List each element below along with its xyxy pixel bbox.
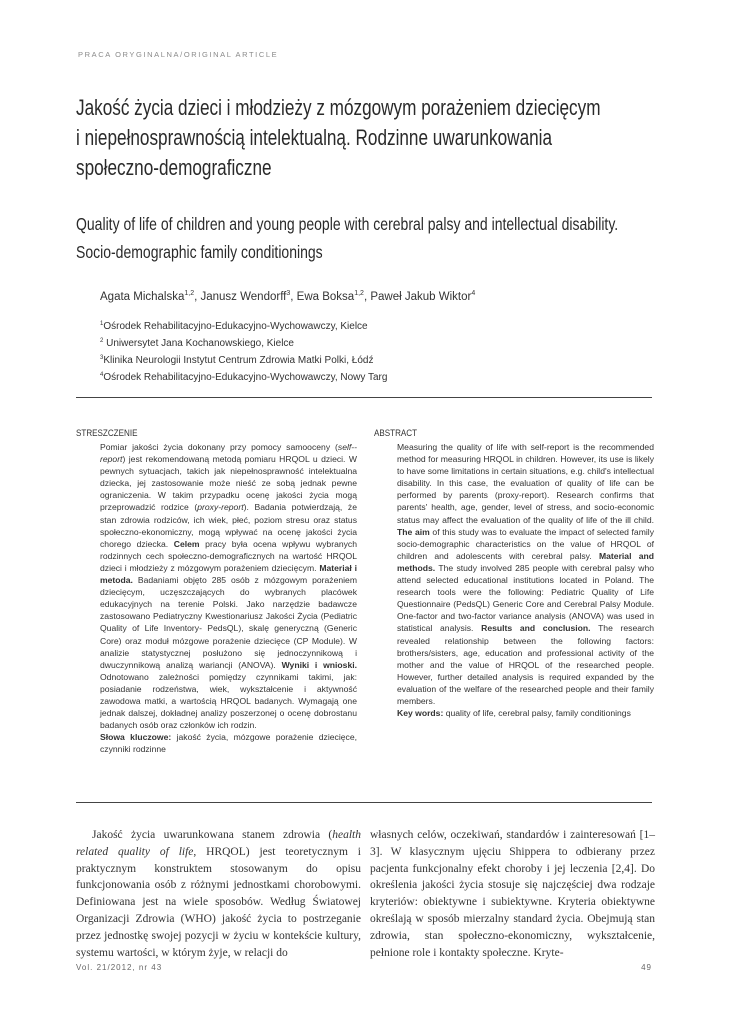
- abstract-english: [397, 441, 654, 719]
- title-english: [76, 210, 652, 266]
- body-paragraph: własnych celów, oczekiwań, standardów i zainteresowań [1–3]. W klasycznym ujęciu Shippera to odbierany przez pacjenta funkcjonalny efekt choroby i jej leczenia [2,4]. Do określenia jakości życia stosuje się najczęściej dwa rodzaje kryteriów: obiektywne i subiektywne. Kryteria obiektywne określają w sposób mierzalny standard życia. Obejmują stan zdrowia, stan społeczno-ekonomiczny, wykształcenie, pełnione role i kontakty społeczne. Kryte-: [370, 829, 655, 959]
- title-polish-line: Jakość życia dzieci i młodzieży z mózgowym porażeniem dziecięcym: [76, 95, 601, 120]
- keywords-english: Key words: quality of life, cerebral palsy, family conditionings: [397, 708, 631, 719]
- author-list: [100, 290, 475, 303]
- body-column-right: [370, 827, 655, 961]
- divider-bottom: [76, 802, 652, 803]
- title-english-line: Quality of life of children and young people with cerebral palsy and intellectual disability.: [76, 214, 619, 234]
- affiliation: $^1$Ośrodek Rehabilitacyjno-Edukacyjno-Wychowawczy, Kielce: [100, 321, 368, 332]
- author: Janusz Wendorff$^3$,: [200, 290, 297, 303]
- title-polish-line: społeczno-demograficzne: [76, 155, 272, 180]
- divider-top: [76, 397, 652, 398]
- author: Ewa Boksa$^{1,2}$,: [296, 290, 371, 303]
- journal-volume-footer: Vol. 21/2012, nr 43: [76, 963, 163, 972]
- abstract-english-heading: ABSTRACT: [374, 428, 418, 439]
- keywords-polish: Słowa kluczowe: jakość życia, mózgowe porażenie dziecięce, czynniki rodzinne: [100, 732, 357, 755]
- body-column-left: [76, 827, 361, 961]
- title-english-line: Socio-demographic family conditionings: [76, 242, 323, 262]
- article-type-label: PRACA ORYGINALNA/ORIGINAL ARTICLE: [78, 50, 279, 59]
- title-polish: [76, 93, 677, 183]
- abstract-polish-heading: STRESZCZENIE: [76, 428, 138, 439]
- abstract-polish: [100, 441, 357, 755]
- page-number: 49: [641, 963, 652, 972]
- abstract-polish-body: Pomiar jakości życia dokonany przy pomocy samooceny (self--report) jest rekomendowaną metodą pomiaru HRQOL u dzieci. W pewnych sytuacjach, takich jak niepełnosprawność intelektualna dziecka, jej zastosowanie może nieść ze sobą jednak pewne ograniczenia. W takim przypadku ocenę jakości życia mogą przeprowadzić rodzice (proxy-report). Badania potwierdzają, że stan zdrowia rodziców, ich wiek, płeć, poziom stresu oraz status społeczno-ekonomiczny, mogą wpływać na ocenę jakości życia chorego dziecka. Celem pracy była ocena wpływu wybranych rodzinnych cech społeczno-demograficznych na wartość HRQOL dzieci i młodzieży z mózgowym porażeniem dziecięcym. Materiał i metoda. Badaniami objęto 285 osób z mózgowym porażeniem dziecięcym, uczęszczających do wybranych placówek edukacyjnych na terenie Polski. Jako narzędzie badawcze zastosowano Pediatryczny Kwestionariusz Jakości Życia (Pediatric Quality of Life Inventory- PedsQL), skalę generyczną (Generic Core) oraz moduł mózgowe porażenie dziecięce (CP Module). W analizie statystycznej posłużono się jednoczynnikową i dwuczynnikową analizą wariancji (ANOVA). Wyniki i wnioski. Odnotowano zależności pomiędzy czynnikami takimi, jak: posiadanie rodzeństwa, wiek, wykształcenie i aktywność zawodowa matki, a wartością HRQOL badanych. Wymagają one jednak dalszej, dokładnej analizy poszerzonej o ocenę dobrostanu badanych osób oraz członków ich rodzin.: [100, 442, 358, 731]
- abstract-english-body: Measuring the quality of life with self-report is the recommended method for measuring HRQOL in children. However, its use is likely to have some limitations in certain situations, e.g. child's intellectual disability. In this case, the evaluation of quality of life can be performed by parents (proxy-report). Research confirms that parents' health, age, gender, level of stress, and socio-economic status may affect the evaluation of the quality of life of the ill child. The aim of this study was to evaluate the impact of selected family socio-demographic characteristics on the value of HRQOL of children and adolescents with cerebral palsy. Material and methods. The study involved 285 people with cerebral palsy who attend selected educational institutions located in Poland. The research tools were the following: Pediatric Quality of Life Questionnaire (PedsQL) Generic Core and Cerebral Palsy Module. One-factor and two-factor variance analysis (ANOVA) was used in statistical analysis. Results and conclusion. The research revealed relationship between the following factors: brothers/sisters, age, education and professional activity of the mother and the value of HRQOL of the researched people. However, further detailed analysis is required expanded by the evaluation of the welfare of the researched people and their family members.: [397, 442, 654, 706]
- affiliation: $^2$ Uniwersytet Jana Kochanowskiego, Kielce: [100, 338, 294, 349]
- body-paragraph: Jakość życia uwarunkowana stanem zdrowia (health related quality of life, HRQOL) jest teoretycznym i praktycznym konstruktem stosowanym do opisu funkcjonowania osób z różnymi jednostkami chorobowymi. Definiowana jest na wiele sposobów. Według Światowej Organizacji Zdrowia (WHO) jakość życia to postrzeganie przez jednostkę swojej pozycji w życiu w kontekście kultury, systemu wartości, w którym żyje, w relacji do: [76, 829, 361, 959]
- affiliation: $^4$Ośrodek Rehabilitacyjno-Edukacyjno-Wychowawczy, Nowy Targ: [100, 372, 388, 383]
- affiliation: $^3$Klinika Neurologii Instytut Centrum Zdrowia Matki Polki, Łódź: [100, 355, 374, 366]
- author: Paweł Jakub Wiktor$^4$: [370, 290, 476, 303]
- affiliation-list: [100, 317, 387, 385]
- title-polish-line: i niepełnosprawnością intelektualną. Rodzinne uwarunkowania: [76, 125, 553, 150]
- author: Agata Michalska$^{1,2}$,: [100, 290, 201, 303]
